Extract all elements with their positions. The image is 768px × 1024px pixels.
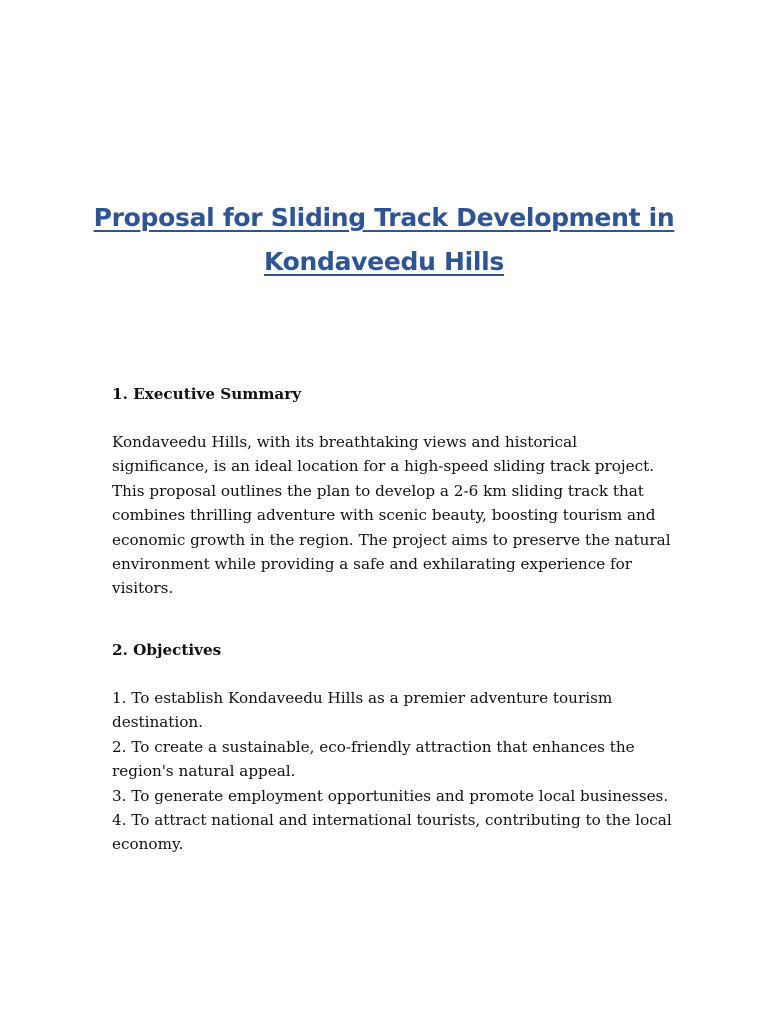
objective-item: 3. To generate employment opportunities and promote local businesses. <box>112 786 669 805</box>
title-line-1: Proposal for Sliding Track Development in <box>93 203 675 232</box>
objective-item: 4. To attract national and international tourists, contributing to the local economy. <box>112 811 672 854</box>
document-title <box>60 196 708 284</box>
objective-item: 1. To establish Kondaveedu Hills as a premier adventure tourism destination. <box>112 689 613 732</box>
objectives-list <box>112 686 672 857</box>
section-heading-executive-summary: 1. Executive Summary <box>112 385 302 403</box>
section-heading-objectives: 2. Objectives <box>112 641 222 659</box>
title-line-2: Kondaveedu Hills <box>264 247 504 276</box>
executive-summary-paragraph: Kondaveedu Hills, with its breathtaking views and historical significance, is an ideal location for a high-speed sliding track project. This proposal outlines the plan to develop a 2-6 km sliding track that combines thrilling adventure with scenic beauty, boosting tourism and economic growth in the region. The project aims to preserve the natural environment while providing a safe and exhilarating experience for visitors. <box>112 433 671 598</box>
objective-item: 2. To create a sustainable, eco-friendly attraction that enhances the region's natural appeal. <box>112 737 635 781</box>
